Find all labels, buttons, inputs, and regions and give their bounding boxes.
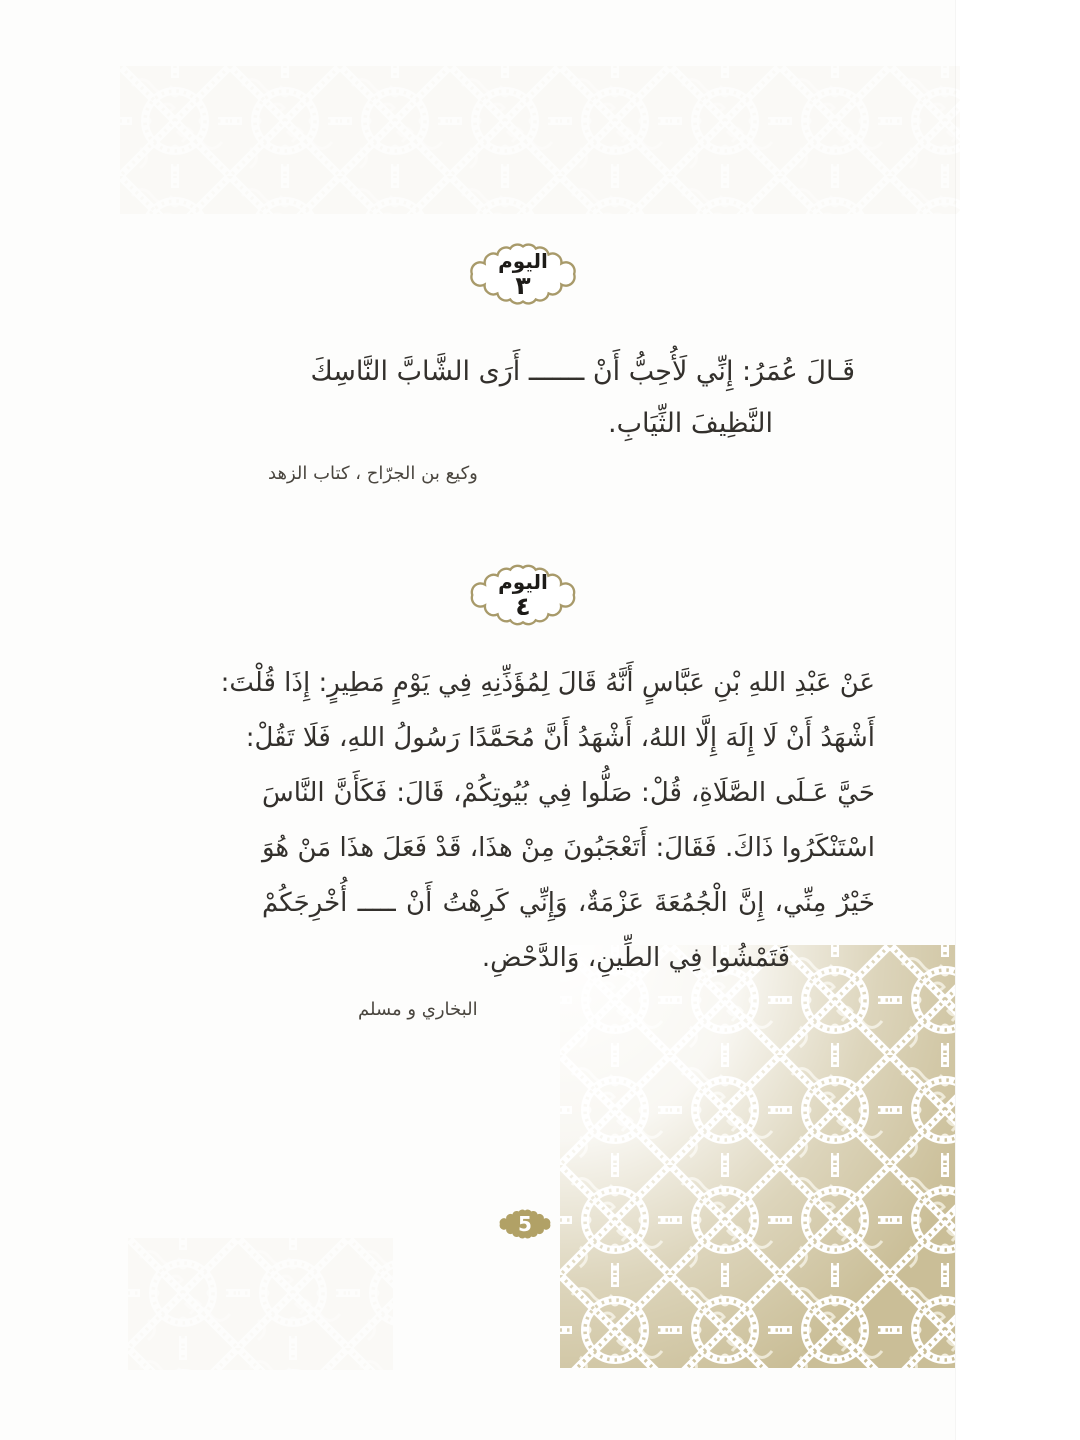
- text-line: حَيَّ عَـلَى الصَّلَاةِ، قُلْ: صَلُّوا فِي بُيُوتِكُمْ، قَالَ: فَكَأَنَّ النَّاسَ: [262, 778, 875, 808]
- day-3-badge: [464, 234, 582, 314]
- text-line: فَتَمْشُوا فِي الطِّينِ، وَالدَّحْضِ.: [481, 943, 790, 973]
- day-4-badge: [464, 556, 582, 634]
- quote-day-3-text: [310, 346, 855, 450]
- text-line: قَـالَ عُمَرُ: إِنِّي لَأُحِبُّ أَنْ ـــــــ أَرَى الشَّابَّ النَّاسِكَ: [310, 356, 855, 387]
- text-line: النَّظِيفَ الثِّيَابِ.: [608, 408, 773, 439]
- page-number-badge: [496, 1203, 554, 1245]
- day-number: ٤: [515, 591, 531, 621]
- day-label: اليوم: [498, 569, 548, 594]
- text-line: اسْتَنْكَرُوا ذَاكَ. فَقَالَ: أَتَعْجَبُونَ مِنْ هذَا، قَدْ فَعَلَ هذَا مَنْ هُوَ: [262, 833, 875, 863]
- text-line: أَشْهَدُ أَنْ لَا إِلَهَ إِلَّا اللهُ، أَشْهَدُ أَنَّ مُحَمَّدًا رَسُولُ اللهِ، فَلَا تَقُلْ:: [245, 723, 875, 753]
- quote-day-3-source: وكيع بن الجرّاح ، كتاب الزهد: [268, 463, 478, 484]
- watermark-pattern-top: [120, 66, 960, 214]
- day-number: ٣: [515, 270, 531, 300]
- quote-day-4-source: البخاري و مسلم: [358, 999, 478, 1020]
- text-line: عَنْ عَبْدِ اللهِ بْنِ عَبَّاسٍ أَنَّهُ قَالَ لِمُؤَذِّنِهِ فِي يَوْمٍ مَطِيرٍ: إِذَا قُلْتَ:: [220, 668, 875, 698]
- quote-day-4-text: [220, 656, 875, 986]
- watermark-pattern-bottom-left: [128, 1238, 393, 1370]
- islamic-geometric-pattern: [560, 945, 955, 1368]
- text-line: خَيْرٌ مِنِّي، إِنَّ الْجُمُعَةَ عَزْمَةٌ، وَإِنِّي كَرِهْتُ أَنْ ـــــ أُخْرِجَكُمْ: [262, 888, 875, 918]
- page-number: 5: [518, 1211, 532, 1236]
- day-label: اليوم: [498, 248, 548, 273]
